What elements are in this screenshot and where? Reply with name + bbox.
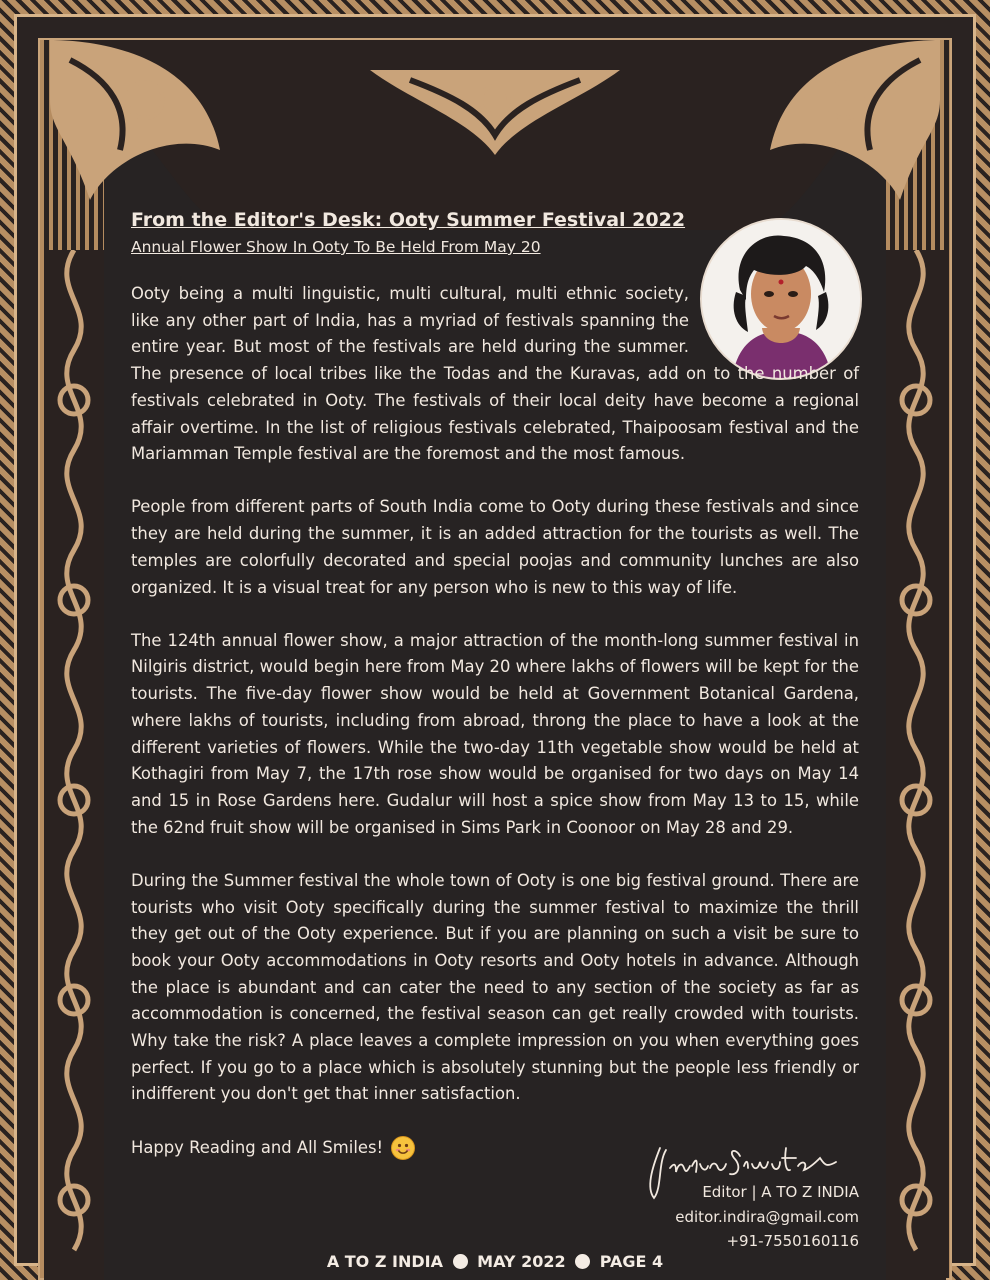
- paragraph-3: The 124th annual flower show, a major attraction of the month-long summer festival in Nilgiris district, would begin here from May 20 where lakhs of flowers will be kept for the tourists. The five-day flower show would be held at Government Botanical Gardena, where lakhs of tourists, including from abroad, throng the place to have a look at the different varieties of flowers. While the two-day 11th vegetable show would be held at Kothagiri from May 7, the 17th rose show would be organised for two days on May 14 and 15 in Rose Gardens here. Gudalur will host a spice show from May 13 to 15, while the 62nd fruit show will be organised in Sims Park in Coonoor on May 28 and 29.: [131, 630, 859, 837]
- left-ornament-column: [44, 250, 104, 1280]
- editor-contact-block: [675, 1180, 859, 1254]
- smiling-face-emoji-icon: [391, 1136, 415, 1160]
- article-body: [131, 205, 859, 1161]
- article-title: From the Editor's Desk: Ooty Summer Festival 2022: [131, 209, 686, 231]
- paragraph-4: During the Summer festival the whole town of Ooty is one big festival ground. There are tourists who visit Ooty specifically during the summer festival to maximize the thrill they get out of the Ooty experience. But if you are planning on such a visit be sure to book your Ooty accommodations in Ooty resorts and Ooty hotels in advance. Although the place is abundant and can cater the need to any section of the society as far as accommodation is concerned, the festival season can get really crowded with tourists. Why take the risk? A place leaves a complete impression on you when everything goes perfect. If you go to a place which is absolutely stunning but the people less friendly or indifferent you don't get that inner satisfaction.: [131, 870, 859, 1104]
- page-footer: [0, 1252, 990, 1271]
- editor-email: editor.indira@gmail.com: [675, 1207, 859, 1226]
- right-ornament-column: [886, 250, 946, 1280]
- bullet-dot-icon: [453, 1254, 468, 1269]
- footer-issue: MAY 2022: [477, 1252, 566, 1271]
- article-subtitle: Annual Flower Show In Ooty To Be Held From May 20: [131, 238, 541, 256]
- bullet-dot-icon: [575, 1254, 590, 1269]
- avatar-spacer: [689, 281, 859, 359]
- editor-role: Editor | A TO Z INDIA: [702, 1183, 859, 1201]
- editor-phone: +91-7550160116: [726, 1232, 859, 1250]
- paragraph-1: Ooty being a multi linguistic, multi cultural, multi ethnic society, like any other part of India, has a myriad of festivals spanning the entire year. But most of the festivals are held during the summer. The presence of local tribes like the Todas and the Kuravas, add on to the number of festivals celebrated in Ooty. The festivals of their local deity have become a regional affair overtime. In the list of religious festivals celebrated, Thaipoosam festival and the Mariamman Temple festival are the foremost and the most famous.: [131, 284, 859, 464]
- closing-text: Happy Reading and All Smiles!: [131, 1137, 384, 1157]
- paragraph-2: People from different parts of South India come to Ooty during these festivals and since they are held during the summer, it is an added attraction for the tourists as well. The temples are colorfully decorated and special poojas and community lunches are also organized. It is a visual treat for any person who is new to this way of life.: [131, 497, 859, 597]
- footer-publication: A TO Z INDIA: [326, 1252, 443, 1271]
- footer-page: PAGE 4: [599, 1252, 664, 1271]
